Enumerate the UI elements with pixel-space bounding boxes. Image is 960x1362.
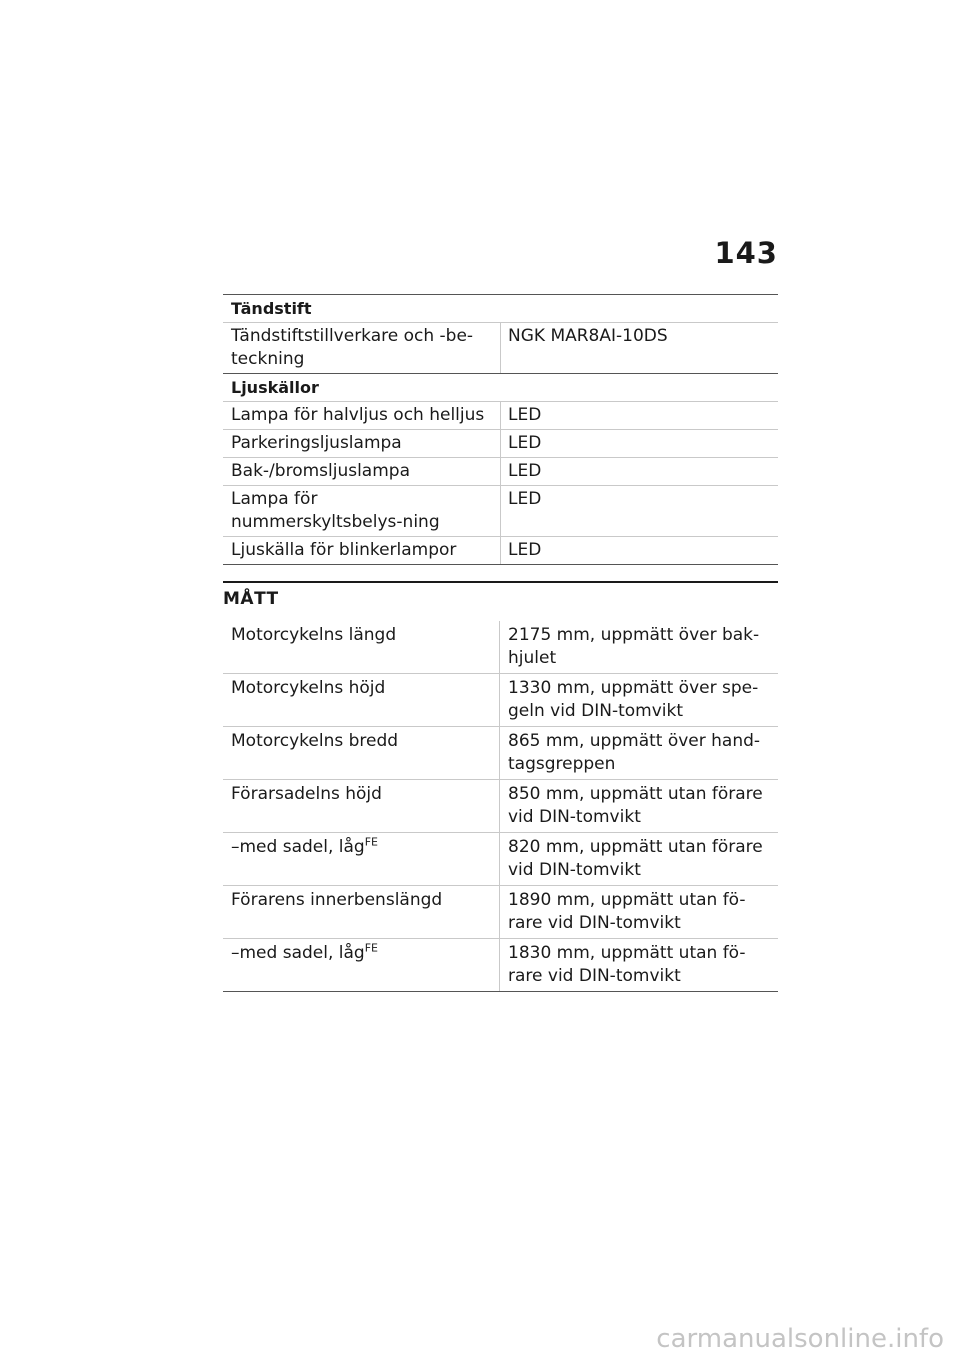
row-value: 1330 mm, uppmätt över spe-geln vid DIN-tomvikt	[500, 674, 779, 727]
row-label: Förarsadelns höjd	[223, 780, 500, 833]
table-row	[223, 886, 778, 939]
row-value: LED	[501, 537, 779, 565]
table-row	[223, 674, 778, 727]
table-row	[223, 537, 778, 565]
table-row	[223, 402, 778, 430]
row-label: Lampa för nummerskyltsbelys-ning	[223, 486, 501, 537]
section-divider	[223, 581, 778, 583]
spec-content	[223, 294, 778, 992]
table-row	[223, 727, 778, 780]
section-heading-row	[223, 295, 778, 323]
row-label-text: –med sadel, låg	[231, 943, 365, 963]
page-number: 143	[714, 236, 778, 270]
row-value: LED	[501, 486, 779, 537]
section-heading-row	[223, 374, 778, 402]
section-heading-light-sources: Ljuskällor	[223, 374, 778, 402]
row-label: Parkeringsljuslampa	[223, 430, 501, 458]
row-label: Motorcykelns längd	[223, 621, 500, 674]
section-heading-spark-plug: Tändstift	[223, 295, 778, 323]
watermark: carmanualsonline.info	[656, 1324, 944, 1354]
dimensions-table	[223, 621, 778, 992]
table-row	[223, 833, 778, 886]
row-label: Bak-/bromsljuslampa	[223, 458, 501, 486]
row-value: LED	[501, 430, 779, 458]
table-row	[223, 430, 778, 458]
row-label	[223, 833, 500, 886]
row-label: Förarens innerbenslängd	[223, 886, 500, 939]
row-value: 850 mm, uppmätt utan förare vid DIN-tomvikt	[500, 780, 779, 833]
footnote-marker: FE	[364, 941, 378, 955]
row-label	[223, 939, 500, 992]
table-row	[223, 486, 778, 537]
row-value: 2175 mm, uppmätt över bak-hjulet	[500, 621, 779, 674]
table-row	[223, 458, 778, 486]
row-value: 1890 mm, uppmätt utan fö-rare vid DIN-tomvikt	[500, 886, 779, 939]
row-value: 865 mm, uppmätt över hand-tagsgreppen	[500, 727, 779, 780]
row-label: Ljuskälla för blinkerlampor	[223, 537, 501, 565]
section-title-dimensions: MÅTT	[223, 589, 279, 609]
table-row	[223, 323, 778, 374]
table-row	[223, 780, 778, 833]
row-label: Motorcykelns höjd	[223, 674, 500, 727]
row-value: LED	[501, 402, 779, 430]
row-value: LED	[501, 458, 779, 486]
row-value: 1830 mm, uppmätt utan fö-rare vid DIN-tomvikt	[500, 939, 779, 992]
row-label: Motorcykelns bredd	[223, 727, 500, 780]
row-label-text: –med sadel, låg	[231, 837, 365, 857]
row-label: Tändstiftstillverkare och -be-teckning	[223, 323, 501, 374]
row-value: NGK MAR8AI-10DS	[501, 323, 779, 374]
spec-table	[223, 294, 778, 565]
footnote-marker: FE	[364, 835, 378, 849]
table-row	[223, 939, 778, 992]
row-value: 820 mm, uppmätt utan förare vid DIN-tomvikt	[500, 833, 779, 886]
table-row	[223, 621, 778, 674]
row-label: Lampa för halvljus och helljus	[223, 402, 501, 430]
